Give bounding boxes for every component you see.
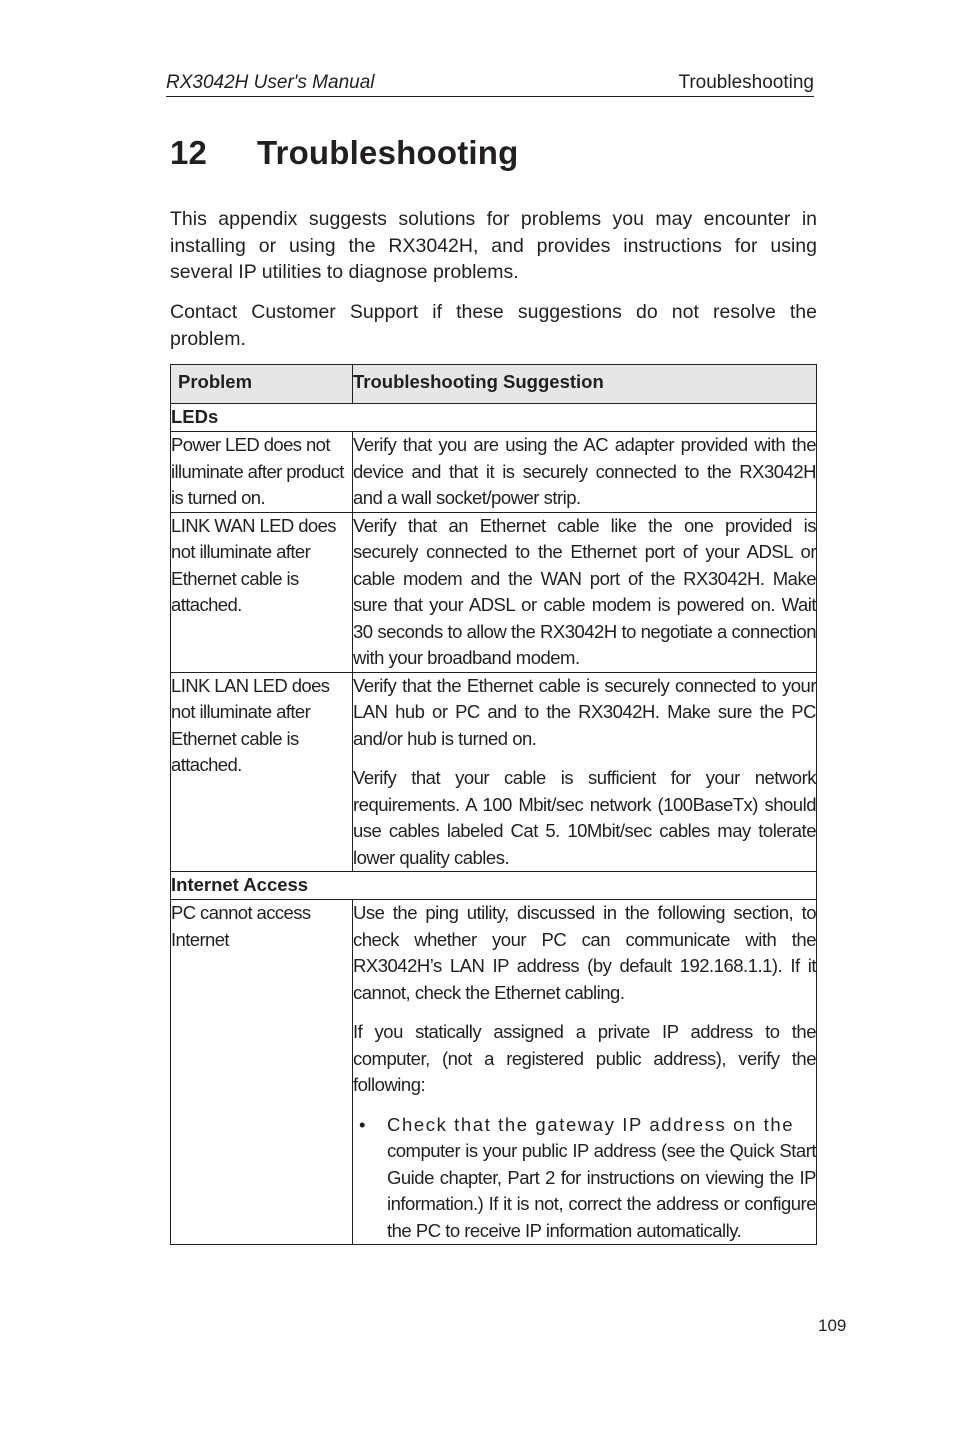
section-row-internet-access [171,872,817,900]
problem-cell: Power LED does not illuminate after product is turned on. [171,432,353,513]
intro-paragraph-1: This appendix suggests solutions for problems you may encounter in installing or using the RX3042H, and provides instructions for using several IP utilities to diagnose problems. [170,208,817,283]
problem-cell: LINK WAN LED does not illuminate after Ethernet cable is attached. [171,512,353,672]
chapter-heading [170,134,518,172]
problem-cell: LINK LAN LED does not illuminate after Ethernet cable is attached. [171,672,353,872]
table-row [171,512,817,672]
section-title: LEDs [171,404,817,432]
suggestion-cell [353,432,817,513]
table-row [171,432,817,513]
problem-cell: PC cannot access Internet [171,900,353,1245]
table-row [171,900,817,1245]
section-row-leds [171,404,817,432]
section-title: Internet Access [171,872,817,900]
troubleshooting-table [170,364,817,1245]
intro-paragraph-2: Contact Customer Support if these suggestions do not resolve the problem. [170,301,817,350]
chapter-number: 12 [170,134,208,171]
bullet-marker: • [359,1113,365,1135]
suggestion-cell [353,672,817,872]
page-number: 109 [818,1316,847,1335]
running-header [166,72,814,97]
manual-title: RX3042H User's Manual [166,72,375,93]
table-row [171,672,817,872]
suggestion-text: Verify that your cable is sufficient for your network requirements. A 100 Mbit/sec network (100BaseTx) should use cables labeled Cat 5. 10Mbit/sec cables may tolerate lower quality cables. [353,767,816,868]
suggestion-cell [353,512,817,672]
suggestion-cell [353,900,817,1245]
bullet-text-rest: computer is your public IP address (see the Quick Start Guide chapter, Part 2 for instructions on viewing the IP information.) If it is not, correct the address or configure the PC to receive IP information automatically. [387,1140,816,1241]
table-header-row [171,365,817,404]
bullet-item [353,1112,816,1245]
suggestion-text: Verify that an Ethernet cable like the one provided is securely connected to the Ethernet port of your ADSL or cable modem and the WAN port of the RX3042H. Make sure that your ADSL or cable modem is powered on. Wait 30 seconds to allow the RX3042H to negotiate a connection with your broadband modem. [353,514,816,668]
header-suggestion: Troubleshooting Suggestion [353,365,817,404]
suggestion-text: Verify that you are using the AC adapter provided with the device and that it is securely connected to the RX3042H and a wall socket/power strip. [353,434,816,508]
suggestion-text: Verify that the Ethernet cable is securely connected to your LAN hub or PC and to the RX3042H. Make sure the PC and/or hub is turned on. [353,674,816,749]
suggestion-text: Use the ping utility, discussed in the following section, to check whether your PC can communicate with the RX3042H’s LAN IP address (by default 192.168.1.1). If it cannot, check the Ethernet cabling. [353,902,816,1003]
header-problem: Problem [171,365,353,404]
bullet-text-first: Check that the gateway IP address on the [387,1113,795,1135]
chapter-title: Troubleshooting [257,134,519,171]
suggestion-text: If you statically assigned a private IP address to the computer, (not a registered public address), verify the following: [353,1021,816,1095]
header-section: Troubleshooting [678,72,814,93]
